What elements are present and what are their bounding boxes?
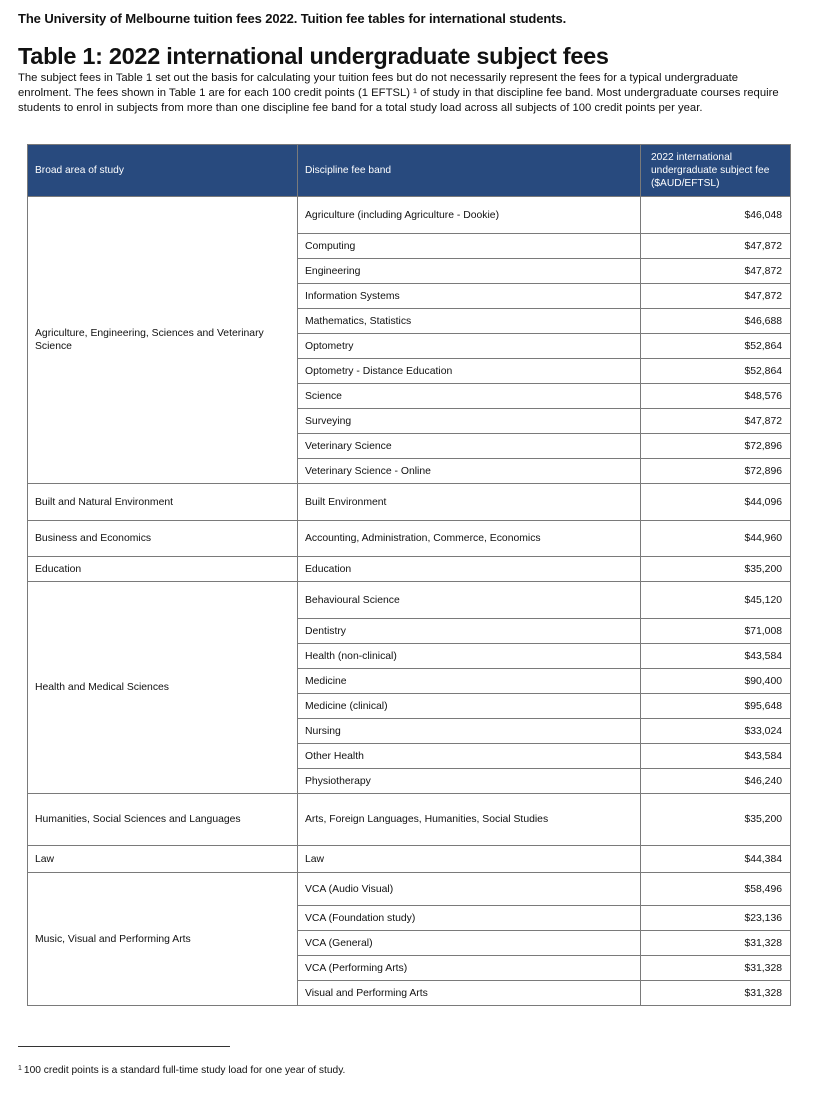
fee-cell: $52,864	[641, 359, 791, 384]
discipline-cell: Education	[298, 557, 641, 582]
fee-cell: $31,328	[641, 956, 791, 981]
discipline-cell: Veterinary Science - Online	[298, 459, 641, 484]
discipline-cell: Mathematics, Statistics	[298, 309, 641, 334]
discipline-cell: Optometry	[298, 334, 641, 359]
table-header	[28, 145, 791, 197]
document-header: The University of Melbourne tuition fees 2022. Tuition fee tables for international students.	[18, 11, 567, 26]
fee-cell: $46,048	[641, 197, 791, 234]
discipline-cell: Physiotherapy	[298, 769, 641, 794]
discipline-cell: Other Health	[298, 744, 641, 769]
column-header-fee-line2: undergraduate subject fee	[651, 165, 770, 176]
footnote-marker: 1	[18, 1065, 22, 1072]
area-cell: Music, Visual and Performing Arts	[28, 873, 298, 1006]
discipline-cell: Optometry - Distance Education	[298, 359, 641, 384]
discipline-cell: Surveying	[298, 409, 641, 434]
footnote-divider	[18, 1046, 230, 1047]
fee-cell: $23,136	[641, 906, 791, 931]
fee-cell: $43,584	[641, 644, 791, 669]
table-row	[28, 846, 791, 873]
discipline-cell: Nursing	[298, 719, 641, 744]
discipline-cell: Medicine	[298, 669, 641, 694]
fee-cell: $44,960	[641, 521, 791, 557]
discipline-cell: Veterinary Science	[298, 434, 641, 459]
table-row	[28, 557, 791, 582]
table-row	[28, 484, 791, 521]
column-header-fee-line1: 2022 international	[651, 152, 732, 163]
fee-cell: $71,008	[641, 619, 791, 644]
fee-cell: $72,896	[641, 434, 791, 459]
discipline-cell: Information Systems	[298, 284, 641, 309]
fee-cell: $45,120	[641, 582, 791, 619]
discipline-cell: VCA (Performing Arts)	[298, 956, 641, 981]
fee-cell: $44,384	[641, 846, 791, 873]
discipline-cell: Built Environment	[298, 484, 641, 521]
area-cell: Humanities, Social Sciences and Languages	[28, 794, 298, 846]
fee-cell: $52,864	[641, 334, 791, 359]
discipline-cell: Arts, Foreign Languages, Humanities, Social Studies	[298, 794, 641, 846]
discipline-cell: Health (non-clinical)	[298, 644, 641, 669]
footnote	[18, 1065, 345, 1076]
fee-cell: $46,240	[641, 769, 791, 794]
discipline-cell: Science	[298, 384, 641, 409]
discipline-cell: Visual and Performing Arts	[298, 981, 641, 1006]
discipline-cell: Accounting, Administration, Commerce, Economics	[298, 521, 641, 557]
fee-cell: $35,200	[641, 794, 791, 846]
fee-cell: $35,200	[641, 557, 791, 582]
fee-cell: $47,872	[641, 259, 791, 284]
table-row	[28, 582, 791, 619]
column-header-fee-line3: ($AUD/EFTSL)	[651, 178, 720, 189]
area-cell: Law	[28, 846, 298, 873]
table-body	[28, 197, 791, 1006]
fees-table	[27, 144, 791, 1006]
fee-cell: $47,872	[641, 234, 791, 259]
page-title: Table 1: 2022 international undergraduate subject fees	[18, 43, 609, 69]
intro-paragraph: The subject fees in Table 1 set out the basis for calculating your tuition fees but do not necessarily represent the fees for a typical undergraduate enrolment. The fees shown in Table 1 are for each 100 credit points (1 EFTSL) ¹ of study in that discipline fee band. Most undergraduate courses require students to enrol in subjects from more than one discipline fee band for a total study load across all subjects of 100 credit points per year.	[18, 72, 779, 114]
area-cell: Education	[28, 557, 298, 582]
area-cell: Health and Medical Sciences	[28, 582, 298, 794]
fee-cell: $43,584	[641, 744, 791, 769]
discipline-cell: Agriculture (including Agriculture - Dookie)	[298, 197, 641, 234]
discipline-cell: Medicine (clinical)	[298, 694, 641, 719]
fee-cell: $47,872	[641, 409, 791, 434]
discipline-cell: Law	[298, 846, 641, 873]
fee-cell: $44,096	[641, 484, 791, 521]
discipline-cell: Engineering	[298, 259, 641, 284]
fee-cell: $95,648	[641, 694, 791, 719]
area-cell: Agriculture, Engineering, Sciences and Veterinary Science	[28, 197, 298, 484]
discipline-cell: VCA (Foundation study)	[298, 906, 641, 931]
discipline-cell: Computing	[298, 234, 641, 259]
table-row	[28, 794, 791, 846]
table-row	[28, 197, 791, 234]
fee-cell: $58,496	[641, 873, 791, 906]
table-row	[28, 873, 791, 906]
fee-cell: $90,400	[641, 669, 791, 694]
discipline-cell: VCA (Audio Visual)	[298, 873, 641, 906]
footnote-text: 100 credit points is a standard full-time study load for one year of study.	[23, 1065, 346, 1076]
discipline-cell: Dentistry	[298, 619, 641, 644]
fee-cell: $31,328	[641, 931, 791, 956]
fee-cell: $33,024	[641, 719, 791, 744]
discipline-cell: VCA (General)	[298, 931, 641, 956]
fee-cell: $72,896	[641, 459, 791, 484]
fee-cell: $46,688	[641, 309, 791, 334]
discipline-cell: Behavioural Science	[298, 582, 641, 619]
table-row	[28, 521, 791, 557]
column-header-band: Discipline fee band	[298, 145, 641, 197]
area-cell: Business and Economics	[28, 521, 298, 557]
fee-cell: $48,576	[641, 384, 791, 409]
column-header-fee	[641, 145, 791, 197]
column-header-area: Broad area of study	[28, 145, 298, 197]
area-cell: Built and Natural Environment	[28, 484, 298, 521]
fee-cell: $31,328	[641, 981, 791, 1006]
fee-cell: $47,872	[641, 284, 791, 309]
